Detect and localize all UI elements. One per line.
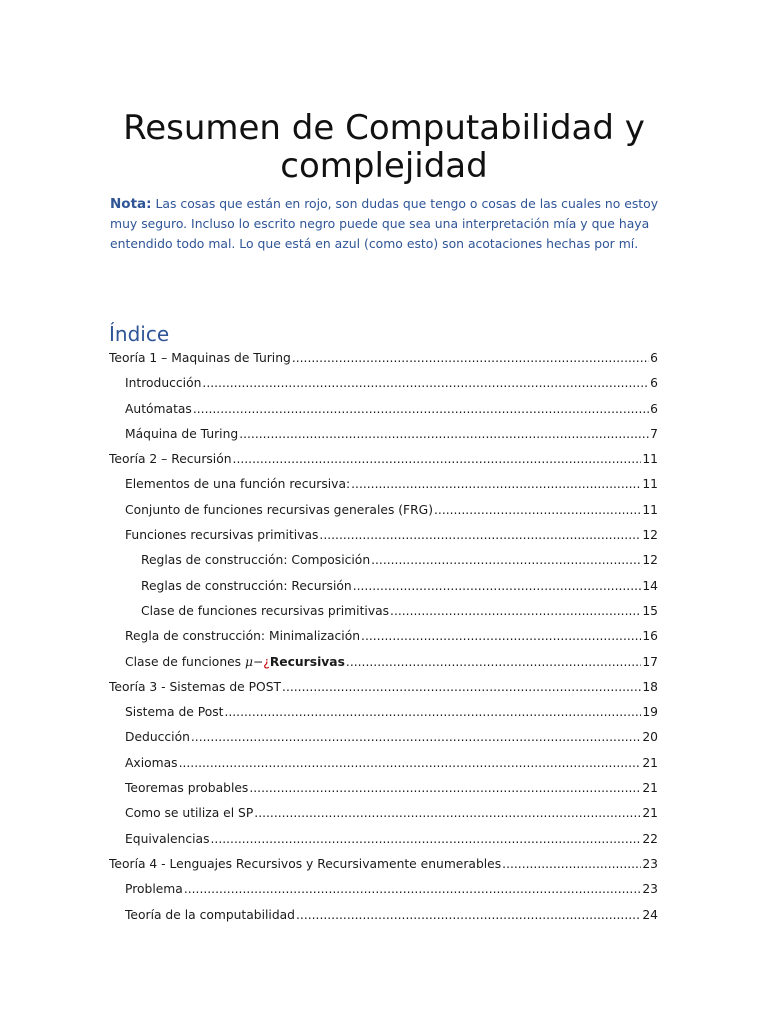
toc-page-number: 21	[642, 806, 658, 821]
index-heading: Índice	[109, 322, 170, 346]
toc-page-number: 16	[642, 629, 658, 644]
toc-entry[interactable]	[109, 877, 658, 902]
toc-leader	[239, 422, 649, 447]
toc-entry-text: Sistema de Post	[125, 705, 224, 720]
toc-entry[interactable]	[109, 650, 658, 675]
mu-symbol: μ−	[245, 654, 264, 669]
note-label: Nota:	[110, 196, 152, 212]
toc-leader	[361, 624, 641, 649]
toc-entry-text: Conjunto de funciones recursivas generales (FRG)	[125, 502, 434, 517]
toc-leader	[211, 827, 642, 852]
toc-entry[interactable]	[109, 397, 658, 422]
toc-entry[interactable]	[109, 852, 658, 877]
toc-entry[interactable]	[109, 725, 658, 750]
toc-page-number: 23	[642, 882, 658, 897]
toc-entry-text: Teoría 2 – Recursión	[109, 452, 232, 467]
toc-entry[interactable]	[109, 422, 658, 447]
toc-entry-prefix: Clase de funciones	[125, 654, 245, 669]
toc-page-number: 11	[642, 452, 658, 467]
toc-entry-text: Máquina de Turing	[125, 426, 239, 441]
toc-entry[interactable]	[109, 751, 658, 776]
toc-leader	[249, 776, 641, 801]
toc-leader	[351, 472, 641, 497]
toc-leader	[224, 700, 641, 725]
toc-page-number: 17	[642, 654, 658, 669]
toc-entry[interactable]	[109, 776, 658, 801]
toc-leader	[353, 574, 642, 599]
toc-page-number: 7	[650, 426, 658, 441]
toc-leader	[282, 675, 641, 700]
toc-entry[interactable]	[109, 371, 658, 396]
toc-page-number: 12	[642, 553, 658, 568]
toc-entry[interactable]	[109, 903, 658, 928]
toc-entry[interactable]	[109, 801, 658, 826]
toc-leader	[233, 447, 642, 472]
toc-leader	[371, 548, 641, 573]
toc-entry[interactable]	[109, 498, 658, 523]
note-text: Las cosas que están en rojo, son dudas que tengo o cosas de las cuales no estoy muy seguro. Incluso lo escrito negro puede que sea una interpretación mía y que haya entendido todo mal. Lo que está en azul (como esto) son acotaciones hechas por mí.	[110, 196, 659, 251]
toc-entry[interactable]	[109, 827, 658, 852]
toc-page-number: 23	[642, 856, 658, 871]
toc-entry[interactable]	[109, 523, 658, 548]
toc-page-number: 12	[642, 528, 658, 543]
toc-entry-bold-text: Recursivas	[269, 654, 345, 669]
toc-leader	[254, 801, 641, 826]
toc-entry-text: Teoría 3 - Sistemas de POST	[109, 679, 282, 694]
table-of-contents	[109, 346, 658, 928]
toc-entry-text: Teoría 4 - Lenguajes Recursivos y Recursivamente enumerables	[109, 856, 502, 871]
toc-leader	[179, 751, 642, 776]
toc-leader	[502, 852, 641, 877]
toc-entry[interactable]	[109, 346, 658, 371]
toc-entry-text: Clase de funciones recursivas primitivas	[141, 603, 390, 618]
toc-page-number: 19	[642, 705, 658, 720]
toc-entry-text: Introducción	[125, 376, 202, 391]
toc-page-number: 11	[642, 502, 658, 517]
toc-entry-text: Autómatas	[125, 401, 192, 416]
toc-leader	[346, 650, 641, 675]
toc-entry[interactable]	[109, 574, 658, 599]
toc-page-number: 20	[642, 730, 658, 745]
toc-entry-text: Axiomas	[125, 755, 178, 770]
document-title: Resumen de Computabilidad y complejidad	[123, 107, 645, 186]
toc-page-number: 11	[642, 477, 658, 492]
toc-entry-text: Funciones recursivas primitivas	[125, 528, 319, 543]
toc-page-number: 24	[642, 907, 658, 922]
toc-entry-text: Problema	[125, 882, 183, 897]
toc-leader	[434, 498, 641, 523]
toc-leader	[193, 397, 649, 422]
toc-page-number: 22	[642, 831, 658, 846]
toc-entry[interactable]	[109, 599, 658, 624]
toc-page-number: 6	[650, 351, 658, 365]
toc-entry-text: Reglas de construcción: Recursión	[141, 578, 352, 593]
toc-entry-text: Teoría de la computabilidad	[125, 907, 295, 922]
toc-leader	[191, 725, 641, 750]
toc-leader	[292, 346, 649, 371]
toc-entry[interactable]	[109, 472, 658, 497]
toc-entry-text: Regla de construcción: Minimalización	[125, 629, 361, 644]
toc-entry-text: Teoremas probables	[125, 781, 249, 796]
toc-leader	[296, 903, 641, 928]
toc-leader	[390, 599, 641, 624]
toc-page-number: 18	[642, 679, 658, 694]
toc-page-number: 6	[650, 401, 658, 416]
toc-leader	[184, 877, 642, 902]
toc-leader	[319, 523, 641, 548]
toc-entry-text: Deducción	[125, 730, 190, 745]
toc-entry[interactable]	[109, 624, 658, 649]
toc-page-number: 21	[642, 755, 658, 770]
toc-leader	[202, 371, 649, 396]
toc-entry[interactable]	[109, 700, 658, 725]
note-paragraph	[110, 194, 660, 254]
toc-entry-text: Teoría 1 – Maquinas de Turing	[109, 351, 291, 365]
toc-page-number: 15	[642, 603, 658, 618]
doubt-question-mark: ¿	[263, 654, 270, 669]
toc-entry-text: Elementos de una función recursiva:	[125, 477, 351, 492]
toc-page-number: 14	[642, 578, 658, 593]
toc-entry-text: Reglas de construcción: Composición	[141, 553, 371, 568]
toc-entry[interactable]	[109, 447, 658, 472]
toc-page-number: 6	[650, 376, 658, 391]
toc-entry[interactable]	[109, 675, 658, 700]
toc-page-number: 21	[642, 781, 658, 796]
toc-entry-text	[125, 650, 345, 675]
toc-entry[interactable]	[109, 548, 658, 573]
toc-entry-text: Como se utiliza el SP	[125, 806, 254, 821]
toc-entry-text: Equivalencias	[125, 831, 210, 846]
